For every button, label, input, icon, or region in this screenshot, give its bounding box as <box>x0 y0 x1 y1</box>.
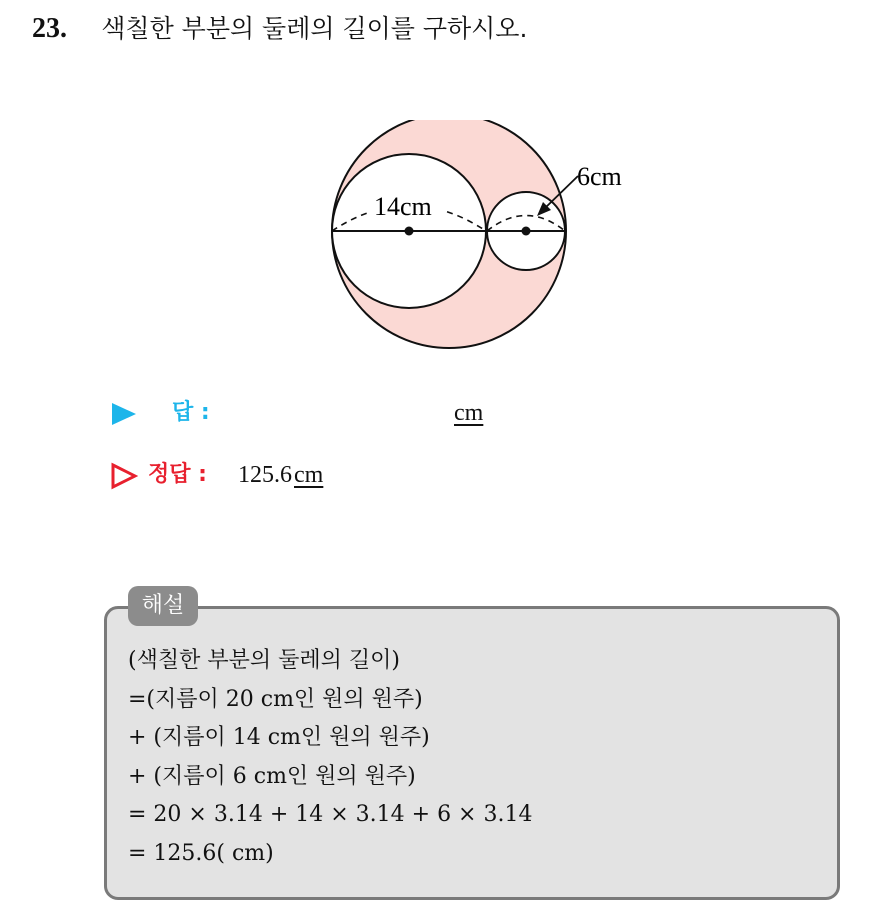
correct-answer-label: 정답 : <box>148 462 207 487</box>
solution-line: + (지름이 14 cm인 원의 원주) <box>128 725 430 750</box>
answer-unit: cm <box>454 400 484 426</box>
question-text: 색칠한 부분의 둘레의 길이를 구하시오. <box>101 14 528 43</box>
outline-triangle-icon <box>110 462 138 490</box>
small-circle-label: 6cm <box>577 162 622 191</box>
large-circle-label: 14cm <box>374 192 432 221</box>
solution-line: = 20 × 3.14 + 14 × 3.14 + 6 × 3.14 <box>128 802 533 827</box>
question-number: 23. <box>32 13 67 44</box>
answer-label: 답 : <box>172 400 210 425</box>
circle-figure <box>320 120 650 360</box>
solution-line: + (지름이 6 cm인 원의 원주) <box>128 763 416 789</box>
solution-lines <box>128 642 532 873</box>
small-center-dot <box>522 227 531 236</box>
solution-tab: 해설 <box>128 586 198 626</box>
play-triangle-icon <box>110 400 138 428</box>
solution-line: = 125.6( cm) <box>128 840 274 866</box>
correct-answer-value <box>238 458 323 492</box>
correct-answer-number: 125.6 <box>238 462 292 488</box>
correct-answer-unit: cm <box>294 462 324 488</box>
solution-line: =(지름이 20 cm인 원의 원주) <box>128 686 423 712</box>
large-center-dot <box>405 227 414 236</box>
solution-line: (색칠한 부분의 둘레의 길이) <box>128 648 400 673</box>
circle-diagram <box>320 120 650 360</box>
question-header <box>32 12 527 46</box>
